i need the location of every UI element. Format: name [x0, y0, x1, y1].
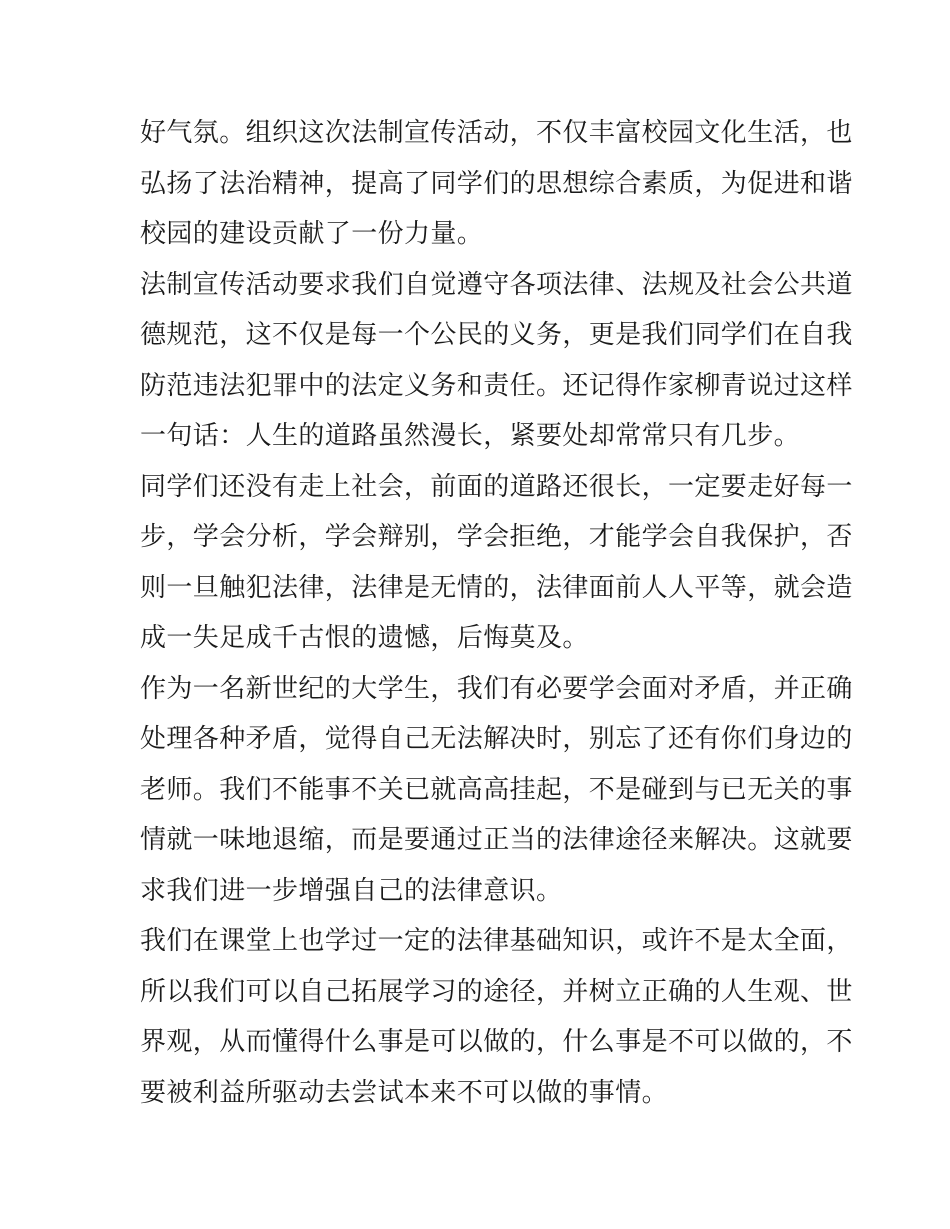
text-line: 步，学会分析，学会辩别，学会拒绝，才能学会自我保护，否 [140, 522, 853, 552]
text-line: 防范违法犯罪中的法定义务和责任。还记得作家柳青说过这样 [140, 370, 853, 401]
text-line: 弘扬了法治精神，提高了同学们的思想综合素质，为促进和谐 [140, 168, 853, 199]
text-line: 作为一名新世纪的大学生，我们有必要学会面对矛盾，并正确 [140, 673, 853, 704]
text-line: 德规范，这不仅是每一个公民的义务，更是我们同学们在自我 [140, 320, 853, 350]
text-line: 要被利益所驱动去尝试本来不可以做的事情。 [140, 1077, 669, 1108]
text-line: 同学们还没有走上社会，前面的道路还很长，一定要走好每一 [140, 471, 853, 502]
text-line: 则一旦触犯法律，法律是无情的，法律面前人人平等，就会造 [140, 572, 853, 603]
text-line: 我们在课堂上也学过一定的法律基础知识，或许不是太全面， [140, 926, 853, 956]
text-line: 情就一味地退缩，而是要通过正当的法律途径来解决。这就要 [140, 825, 853, 855]
text-line: 求我们进一步增强自己的法律意识。 [140, 875, 563, 906]
text-line: 法制宣传活动要求我们自觉遵守各项法律、法规及社会公共道 [140, 269, 853, 300]
text-line: 成一失足成千古恨的遗憾，后悔莫及。 [140, 623, 589, 653]
text-line: 一句话：人生的道路虽然漫长，紧要处却常常只有几步。 [140, 421, 801, 451]
text-line: 所以我们可以自己拓展学习的途径，并树立正确的人生观、世 [140, 976, 853, 1007]
text-line: 界观，从而懂得什么事是可以做的，什么事是不可以做的，不 [140, 1027, 853, 1057]
text-line: 校园的建设贡献了一份力量。 [140, 219, 484, 249]
body-text [140, 108, 853, 1118]
text-line: 老师。我们不能事不关已就高高挂起，不是碰到与已无关的事 [140, 774, 853, 805]
text-line: 好气氛。组织这次法制宣传活动，不仅丰富校园文化生活，也 [140, 118, 853, 148]
text-line: 处理各种矛盾，觉得自己无法解决时，别忘了还有你们身边的 [140, 724, 853, 754]
